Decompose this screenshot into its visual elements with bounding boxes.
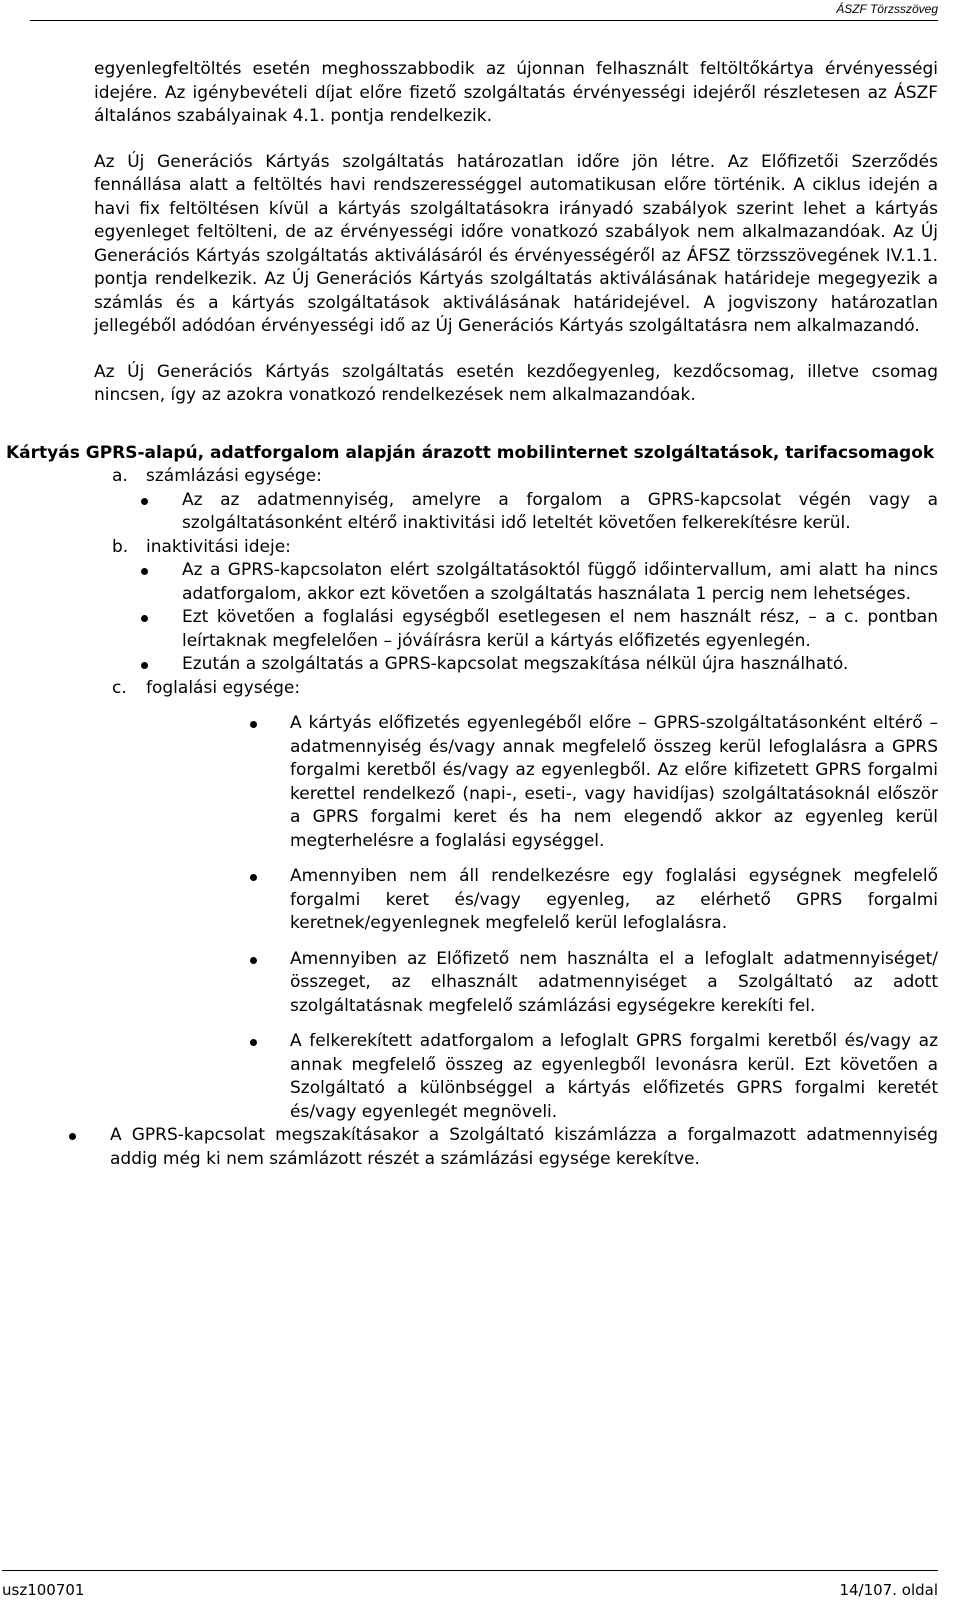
header-title: ÁSZF Törzsszöveg [836, 2, 938, 16]
subsection-title: foglalási egysége: [146, 677, 301, 698]
footer-doc-id: usz100701 [2, 1581, 85, 1599]
bullet-icon [250, 1039, 257, 1046]
paragraph-2: Az Új Generációs Kártyás szolgáltatás határozatlan időre jön létre. Az Előfizetői Szerződés fennállása alatt a feltöltés havi rendszerességgel automatikusan előre történik. A ciklus idején a havi fix feltöltésen kívül a kártyás szolgáltatásokra irányadó szabályok szerint lehet a kártyás egyenleget feltölteni, de az érvényességi időre vonatkozó szabályok nem alkalmazandóak. Az Új Generációs Kártyás szolgáltatás aktiválásáról és érvényességéről az ÁFSZ törzsszövegének IV.1.1. pontja rendelkezik. Az Új Generációs Kártyás szolgáltatás aktiválásának határideje megegyezik a számlás és a kártyás szolgáltatások aktiválásának határidejével. A jogviszony határozatlan jellegéből adódóan érvényességi idő az Új Generációs Kártyás szolgáltatásra nem alkalmazandó. [94, 151, 938, 336]
bullet-icon [141, 568, 148, 575]
section-heading: Kártyás GPRS-alapú, adatforgalom alapján árazott mobilinternet szolgáltatások, tarifacsomagok [6, 442, 935, 463]
subsection-letter: b. [112, 536, 129, 557]
list-item: Ezután a szolgáltatás a GPRS-kapcsolat megszakítása nélkül újra használható. [94, 653, 938, 677]
bullet-icon [141, 615, 148, 622]
subsection-title: inaktivitási ideje: [146, 536, 291, 557]
bullet-icon [141, 498, 148, 505]
bullet-icon [250, 874, 257, 881]
page-footer [2, 1570, 938, 1599]
list-item: Az a GPRS-kapcsolaton elért szolgáltatásoktól függő időintervallum, ami alatt ha nincs adatforgalom, akkor ezt követően a szolgáltatás használata 1 percig nem lehetséges. [94, 559, 938, 606]
subsection-c [112, 677, 938, 701]
list-item: Az az adatmennyiség, amelyre a forgalom a GPRS-kapcsolat végén vagy a szolgáltatásonként eltérő inaktivitási idő leteltét követően felkerekítésre kerül. [94, 489, 938, 536]
list-item: Amennyiben nem áll rendelkezésre egy foglalási egységnek megfelelő forgalmi keret és/vagy egyenleg, az elérhető GPRS forgalmi keretnek/egyenlegnek megfelelő kerül lefoglalásra. [94, 865, 938, 936]
list-item: A kártyás előfizetés egyenlegéből előre – GPRS-szolgáltatásonként eltérő – adatmennyiség és/vagy annak megfelelő összeg kerül lefoglalásra a GPRS forgalmi keretből és/vagy az egyenlegből. Az előre kifizetett GPRS forgalmi kerettel rendelkező (napi-, eseti-, vagy havidíjas) szolgáltatásoknál először a GPRS forgalmi keret és ha nem elegendő akkor az egyenleg kerül megterhelésre a foglalási egységgel. [94, 712, 938, 853]
bullet-list-a [94, 489, 938, 536]
bullet-list-final [22, 1124, 938, 1171]
subsection-a [112, 465, 938, 489]
page-header [30, 0, 938, 21]
list-item: A felkerekített adatforgalom a lefoglalt GPRS forgalmi keretből és/vagy az annak megfelelő összeg az egyenlegből levonásra kerül. Ezt követően a Szolgáltató a különbséggel a kártyás előfizetés GPRS forgalmi keretét és/vagy egyenlegét megnöveli. [94, 1030, 938, 1124]
bullet-list-c [94, 712, 938, 1124]
subsection-b [112, 536, 938, 560]
footer-page-number: 14/107. oldal [839, 1581, 938, 1599]
list-item: A GPRS-kapcsolat megszakításakor a Szolgáltató kiszámlázza a forgalmazott adatmennyiség addig még ki nem számlázott részét a számlázási egysége kerekítve. [22, 1124, 938, 1171]
document-body [6, 58, 938, 1171]
bullet-icon [141, 662, 148, 669]
subsection-letter: c. [112, 677, 127, 698]
list-item: Amennyiben az Előfizető nem használta el a lefoglalt adatmennyiséget/összeget, az elhasznált adatmennyiséget a Szolgáltató az adott szolgáltatásnak megfelelő számlázási egységekre kerekíti fel. [94, 948, 938, 1019]
bullet-icon [250, 957, 257, 964]
subsection-title: számlázási egysége: [146, 466, 322, 486]
list-item: Ezt követően a foglalási egységből esetlegesen el nem használt rész, – a c. pontban leírtaknak megfelelően – jóváírásra kerül a kártyás előfizetés egyenlegén. [94, 606, 938, 653]
paragraph-3: Az Új Generációs Kártyás szolgáltatás esetén kezdőegyenleg, kezdőcsomag, illetve csomag nincsen, így az azokra vonatkozó rendelkezések nem alkalmazandóak. [94, 361, 938, 405]
paragraph-1: egyenlegfeltöltés esetén meghosszabbodik az újonnan felhasznált feltöltőkártya érvényességi idejére. Az igénybevételi díjat előre fizető szolgáltatás érvényességi idejéről részletesen az ÁSZF általános szabályainak 4.1. pontja rendelkezik. [94, 59, 938, 126]
bullet-icon [69, 1133, 76, 1140]
subsection-letter: a. [112, 466, 128, 486]
bullet-list-b [94, 559, 938, 677]
bullet-icon [250, 721, 257, 728]
